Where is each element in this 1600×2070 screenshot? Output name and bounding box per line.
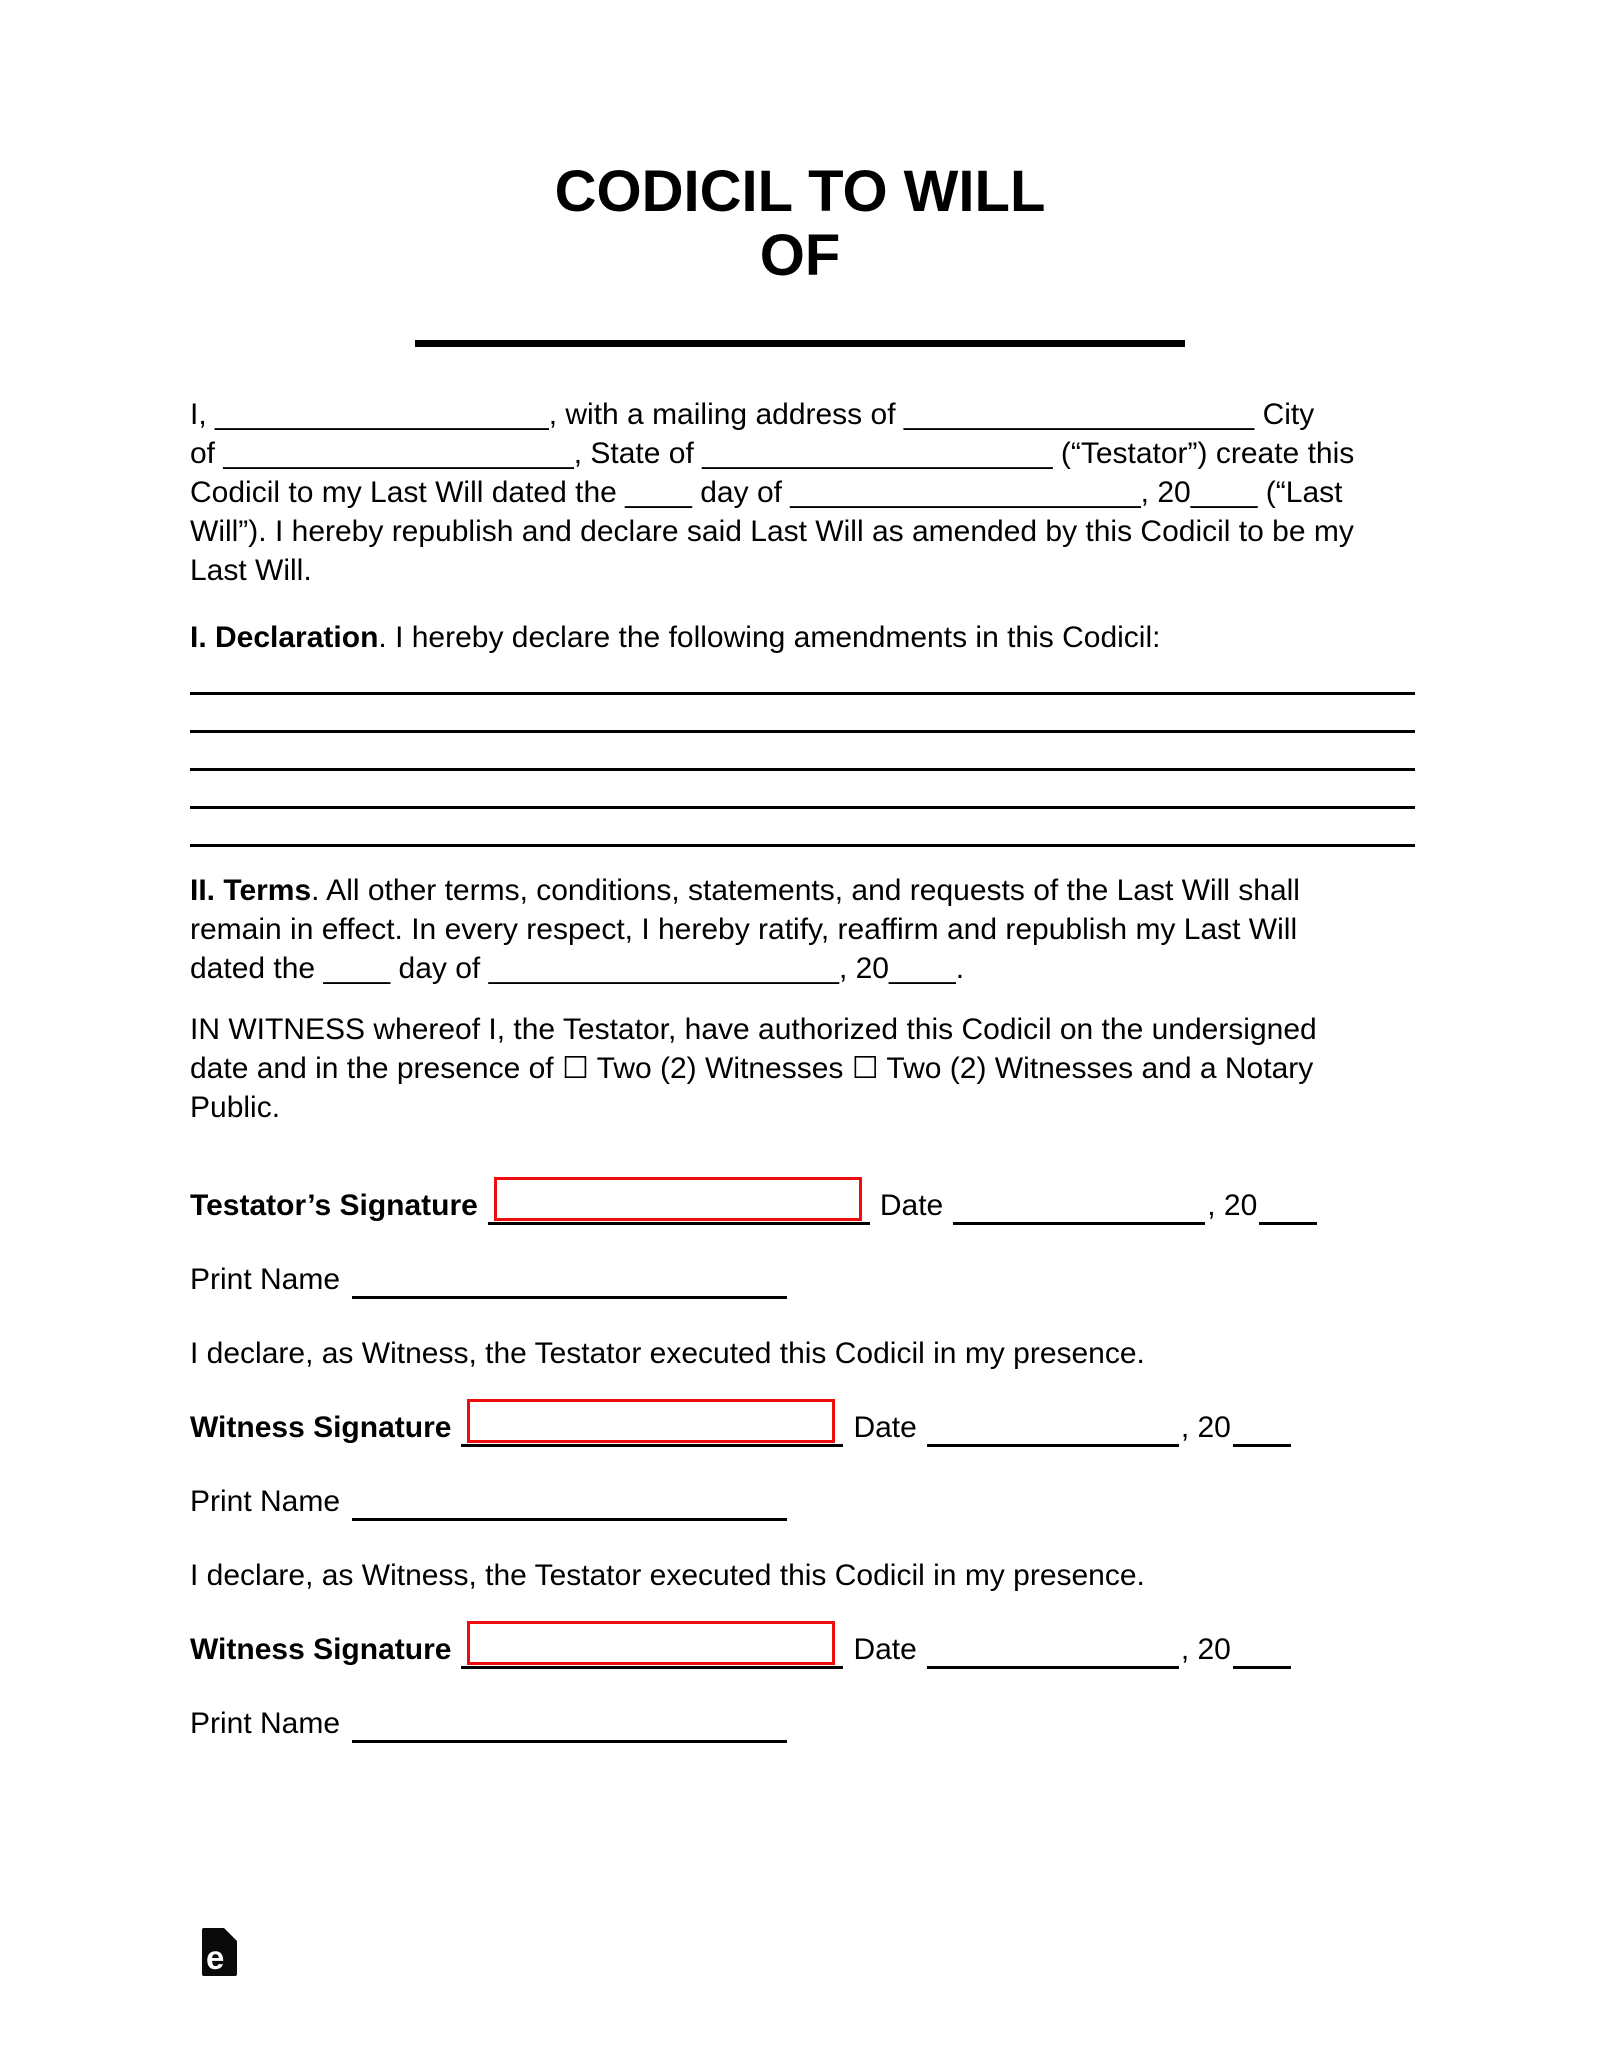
witness1-signature-row: [190, 1405, 1415, 1447]
print-name-label: Print Name: [190, 1485, 341, 1518]
checkbox-two-witnesses[interactable]: ☐: [561, 1051, 589, 1086]
intro-line: I, ____________________, with a mailing address of _____________________ City: [190, 398, 1315, 431]
intro-line: Codicil to my Last Will dated the ____ day of _____________________, 20____ (“Last: [190, 476, 1343, 509]
date-label: Date: [853, 1411, 917, 1444]
testator-print-name-row: [190, 1257, 1415, 1299]
witness1-year-line[interactable]: [1233, 1408, 1291, 1447]
witness1-declaration-statement: [190, 1331, 1415, 1373]
document-title: [0, 160, 1600, 288]
witness-clause: [190, 1010, 1415, 1127]
terms-line2: remain in effect. In every respect, I hereby ratify, reaffirm and republish my Last Will: [190, 913, 1298, 946]
year-prefix: , 20: [1180, 1633, 1231, 1666]
terms-heading-text: . All other terms, conditions, statements, and requests of the Last Will shall: [311, 874, 1300, 907]
testator-year-line[interactable]: [1259, 1186, 1317, 1225]
intro-line: Will”). I hereby republish and declare said Last Will as amended by this Codicil to be my: [190, 515, 1354, 548]
declaration-blank-line[interactable]: [190, 771, 1415, 809]
witness-clause-line2-mid: Two (2) Witnesses: [588, 1052, 852, 1085]
testator-signature-highlight-box[interactable]: [494, 1177, 862, 1221]
intro-line: Last Will.: [190, 554, 312, 587]
witness-clause-line1: IN WITNESS whereof I, the Testator, have authorized this Codicil on the undersigned: [190, 1013, 1317, 1046]
date-label: Date: [879, 1189, 944, 1222]
testator-print-name-line[interactable]: [352, 1260, 787, 1299]
terms-line1: [190, 871, 1415, 910]
eforms-logo: [202, 1928, 237, 1976]
witness1-print-name-row: [190, 1479, 1415, 1521]
terms-line3: dated the ____ day of _____________________, 20____.: [190, 952, 965, 985]
declaration-blank-line[interactable]: [190, 809, 1415, 847]
intro-paragraph: [190, 395, 1415, 590]
witness1-signature-highlight-box[interactable]: [467, 1399, 835, 1443]
witness-clause-line3: Public.: [190, 1091, 281, 1124]
checkbox-two-witnesses-and-notary[interactable]: ☐: [851, 1051, 879, 1086]
document-fold-icon: [224, 1928, 237, 1941]
witness2-print-name-line[interactable]: [352, 1704, 787, 1743]
print-name-label: Print Name: [190, 1707, 341, 1740]
document-title-line1: CODICIL TO WILL: [554, 159, 1046, 224]
witness2-signature-highlight-box[interactable]: [467, 1621, 835, 1665]
year-prefix: , 20: [1180, 1411, 1231, 1444]
testator-date-line[interactable]: [953, 1186, 1205, 1225]
witness2-declaration-statement: [190, 1553, 1415, 1595]
terms-paragraph: [190, 871, 1415, 988]
witness-clause-line2: [190, 1049, 1415, 1088]
testator-signature-line[interactable]: [488, 1186, 870, 1225]
date-label: Date: [853, 1633, 917, 1666]
witness-statement-text: I declare, as Witness, the Testator executed this Codicil in my presence.: [190, 1337, 1145, 1370]
testator-signature-label: Testator’s Signature: [190, 1189, 478, 1222]
witness-statement-text: I declare, as Witness, the Testator executed this Codicil in my presence.: [190, 1559, 1145, 1592]
witness-clause-line2-pre: date and in the presence of: [190, 1052, 562, 1085]
year-prefix: , 20: [1207, 1189, 1258, 1222]
witness-clause-line2-post: Two (2) Witnesses and a Notary: [878, 1052, 1314, 1085]
declaration-heading: [190, 618, 1415, 657]
declaration-blank-line[interactable]: [190, 657, 1415, 695]
witness1-date-line[interactable]: [927, 1408, 1179, 1447]
witness2-signature-row: [190, 1627, 1415, 1669]
document-title-line2: OF: [759, 223, 841, 288]
intro-line: of _____________________, State of _____________________ (“Testator”) create this: [190, 437, 1355, 470]
eforms-logo-letter: e: [206, 1939, 225, 1976]
witness2-date-line[interactable]: [927, 1630, 1179, 1669]
testator-signature-row: [190, 1183, 1415, 1225]
witness1-signature-line[interactable]: [461, 1408, 843, 1447]
declaration-blank-line[interactable]: [190, 695, 1415, 733]
testator-name-blank-line[interactable]: [415, 340, 1185, 347]
witness-signature-label: Witness Signature: [190, 1411, 452, 1444]
witness2-year-line[interactable]: [1233, 1630, 1291, 1669]
witness2-print-name-row: [190, 1701, 1415, 1743]
terms-heading-number: II. Terms: [190, 874, 312, 907]
declaration-heading-text: . I hereby declare the following amendments in this Codicil:: [378, 621, 1161, 654]
print-name-label: Print Name: [190, 1263, 341, 1296]
declaration-blank-lines: [190, 657, 1415, 847]
declaration-blank-line[interactable]: [190, 733, 1415, 771]
declaration-heading-number: I. Declaration: [190, 621, 379, 654]
witness1-print-name-line[interactable]: [352, 1482, 787, 1521]
witness-signature-label: Witness Signature: [190, 1633, 452, 1666]
witness2-signature-line[interactable]: [461, 1630, 843, 1669]
